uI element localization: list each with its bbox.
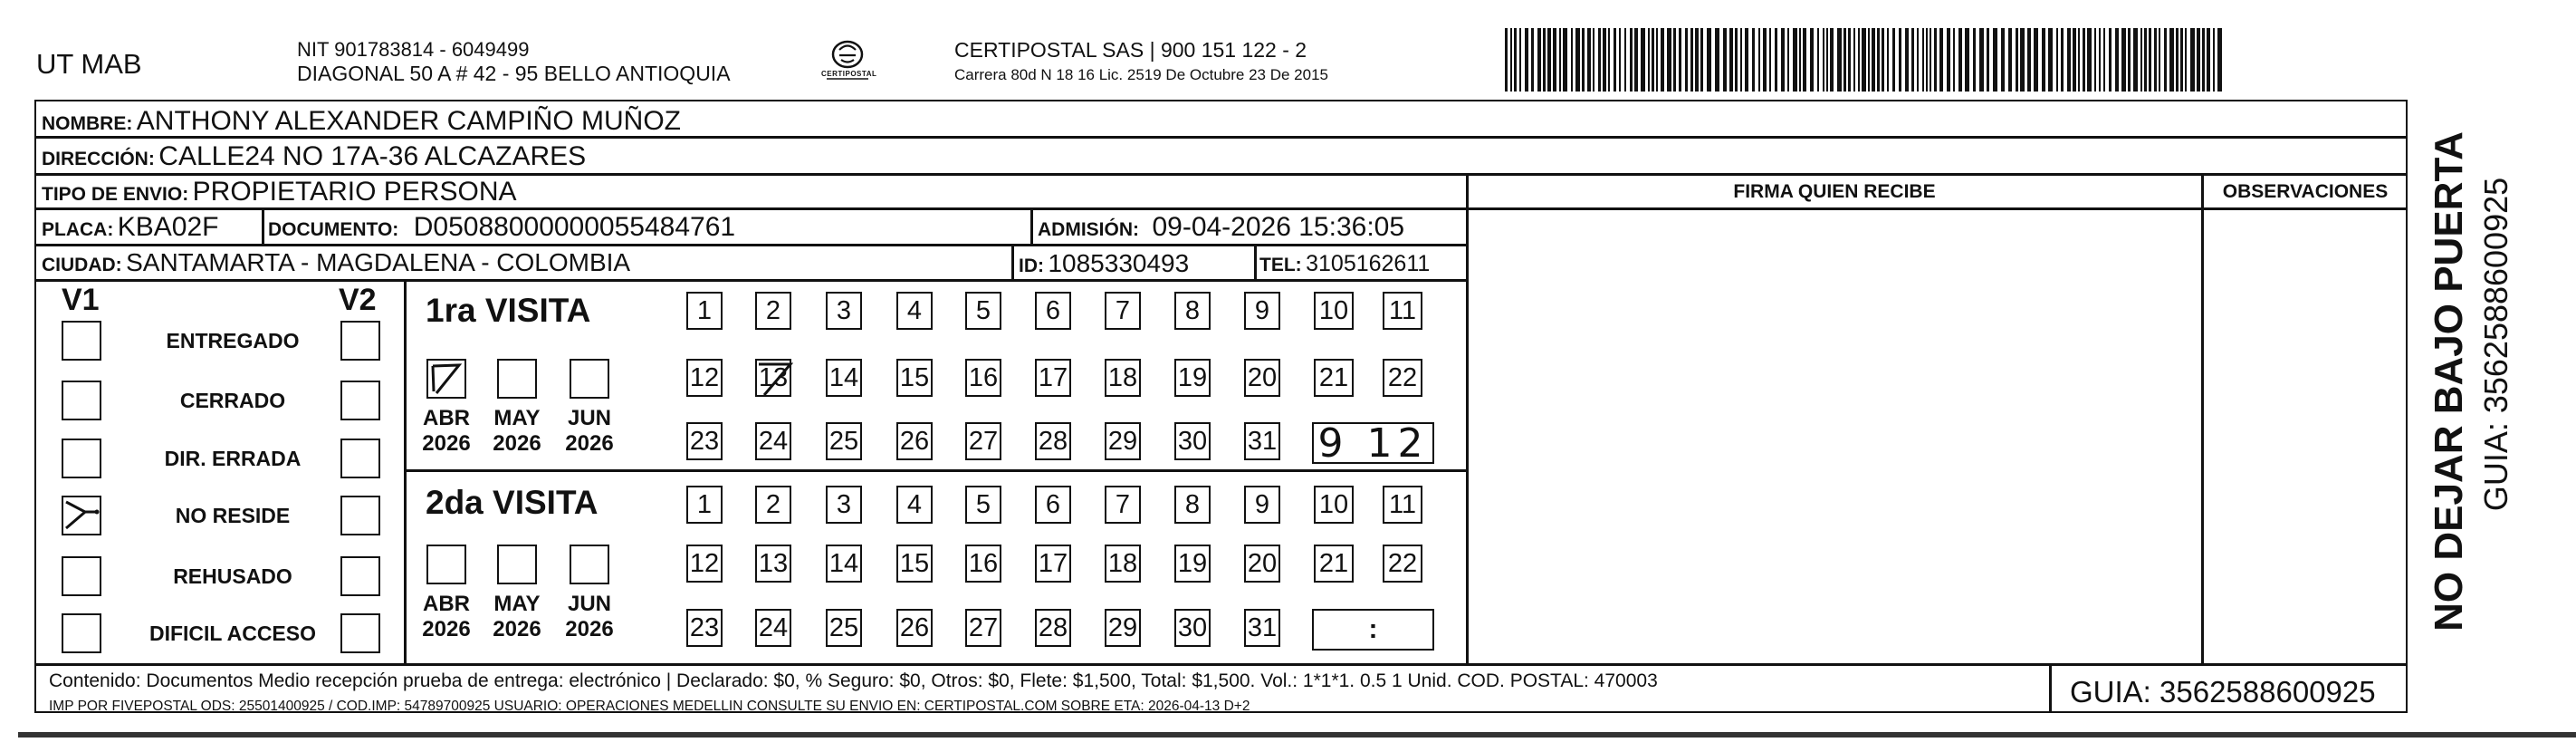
day-box[interactable]: 11 [1383,292,1422,330]
day-box[interactable]: 29 [1105,609,1141,647]
day-box[interactable]: 25 [826,422,862,460]
day-box[interactable]: 30 [1174,422,1211,460]
day-box[interactable]: 21 [1314,545,1354,583]
ut-label: UT MAB [36,48,142,80]
tel-label: TEL: [1259,255,1302,275]
v2-header: V2 [339,283,377,317]
name-value: ANTHONY ALEXANDER CAMPIÑO MUÑOZ [136,106,681,136]
day-box[interactable]: 15 [896,545,933,583]
day-box[interactable]: 20 [1244,359,1280,397]
status-label: NO RESIDE [175,504,291,527]
v2-checkbox[interactable] [340,381,380,420]
month-year: 2026 [422,616,471,641]
footer-frame [34,663,2408,713]
day-box[interactable]: 16 [965,545,1001,583]
month-checkbox[interactable] [570,359,609,399]
month-year: 2026 [565,616,614,641]
document-value: D05088000000055484761 [413,212,736,242]
day-box[interactable]: 2 [755,486,791,524]
status-label: DIR. ERRADA [164,447,302,470]
observations-header: OBSERVACIONES [2222,181,2389,202]
month-year: 2026 [565,430,614,456]
month-year: 2026 [493,616,541,641]
month-checkbox[interactable] [497,545,537,584]
day-box[interactable]: 5 [965,486,1001,524]
footer-details: IMP POR FIVEPOSTAL ODS: 25501400925 / COD.IMP: 54789700925 USUARIO: OPERACIONES MEDELLIN CONSULTE SU ENVIO EN: CERTIPOSTAL.COM SOBRE ETA: 2026-04-13 D+2 [49,699,1250,714]
day-box[interactable]: 6 [1035,292,1071,330]
status-label: CERRADO [179,389,286,412]
nit-text: NIT 901783814 - 6049499 [297,38,530,61]
plate-cell [42,212,219,243]
v2-checkbox[interactable] [340,321,380,361]
v2-checkbox[interactable] [340,439,380,478]
day-box[interactable]: 18 [1105,359,1141,397]
day-box[interactable]: 12 [686,545,723,583]
v1-checkbox[interactable] [62,381,101,420]
day-box[interactable]: 6 [1035,486,1071,524]
address-row [42,141,586,172]
v1-checkbox[interactable] [62,613,101,653]
v1-checkbox[interactable] [62,321,101,361]
month-label [557,406,622,456]
city-label: CIUDAD: [42,255,122,275]
day-box[interactable]: 29 [1105,422,1141,460]
day-box[interactable]: 22 [1383,545,1422,583]
day-box[interactable]: 31 [1244,609,1280,647]
tel-cell [1259,251,1430,277]
company-name: CERTIPOSTAL SAS | 900 151 122 - 2 [954,38,1307,62]
v2-checkbox[interactable] [340,496,380,535]
month-checkbox[interactable] [497,359,537,399]
status-label: REHUSADO [173,564,292,588]
day-box[interactable]: 1 [686,486,723,524]
id-label: ID: [1019,255,1044,276]
month-name: JUN [567,406,611,430]
name-label: NOMBRE: [42,113,133,134]
type-label: TIPO DE ENVIO: [42,184,189,205]
document-label: DOCUMENTO: [268,219,399,240]
day-box[interactable]: 30 [1174,609,1211,647]
tel-value: 3105162611 [1306,251,1431,276]
day-box[interactable]: 14 [826,545,862,583]
day-box[interactable]: 1 [686,292,723,330]
admission-label: ADMISIÓN: [1038,219,1139,240]
document-cell [268,212,735,243]
time-value: : [1368,614,1378,644]
day-box[interactable]: 3 [826,486,862,524]
id-cell [1019,249,1189,278]
day-box[interactable]: 16 [965,359,1001,397]
footer-content: Contenido: Documentos Medio recepción prueba de entrega: electrónico | Declarado: $0, % Seguro: $0, Otros: $0, Flete: $1,500, Total: $1,500. Vol.: 1*1*1. 0.5 1 Unid. COD. POSTAL: 470003 [49,670,1658,691]
certipostal-logo [819,36,876,87]
v1-checkbox[interactable] [62,556,101,596]
day-box[interactable]: 9 [1244,292,1280,330]
day-box[interactable]: 8 [1174,486,1211,524]
v2-checkbox[interactable] [340,556,380,596]
month-year: 2026 [493,430,541,456]
day-box[interactable]: 17 [1035,359,1071,397]
day-box[interactable]: 27 [965,422,1001,460]
day-box[interactable]: 8 [1174,292,1211,330]
city-cell [42,248,630,277]
day-box[interactable]: 10 [1314,486,1354,524]
company-license: Carrera 80d N 18 16 Lic. 2519 De Octubre 23 De 2015 [954,66,1328,83]
logo-text: CERTIPOSTAL [821,70,877,78]
side-warning: NO DEJAR BAJO PUERTA [2427,131,2471,631]
v1-checkbox[interactable] [62,439,101,478]
month-label [414,592,479,641]
day-box[interactable]: 5 [965,292,1001,330]
day-box[interactable]: 24 [755,609,791,647]
day-box[interactable]: 15 [896,359,933,397]
visit-title: 1ra VISITA [426,292,591,329]
day-box[interactable]: 19 [1174,359,1211,397]
day-box[interactable]: 28 [1035,609,1071,647]
month-name: ABR [423,406,470,430]
observations-area[interactable] [2204,210,2407,663]
day-box[interactable]: 7 [1105,486,1141,524]
time-box[interactable] [1312,609,1434,651]
month-name: MAY [493,406,541,430]
v2-checkbox[interactable] [340,613,380,653]
status-label: DIFICIL ACCESO [148,622,316,645]
time-value: 9 12 [1317,419,1429,467]
day-box[interactable]: 21 [1314,359,1354,397]
type-row [42,177,517,207]
day-box[interactable]: 26 [896,422,933,460]
admission-cell [1038,212,1404,243]
day-box[interactable]: 17 [1035,545,1071,583]
v1-checkbox[interactable] [62,496,101,535]
month-checkbox[interactable] [570,545,609,584]
month-name: ABR [423,592,470,616]
city-value: SANTAMARTA - MAGDALENA - COLOMBIA [126,248,631,276]
name-row [42,106,681,137]
day-box[interactable]: 23 [686,609,723,647]
day-box[interactable]: 24 [755,422,791,460]
plate-label: PLACA: [42,219,114,240]
id-value: 1085330493 [1048,249,1190,277]
day-box[interactable]: 4 [896,292,933,330]
day-box[interactable]: 23 [686,422,723,460]
day-box[interactable]: 9 [1244,486,1280,524]
day-box[interactable]: 20 [1244,545,1280,583]
month-year: 2026 [422,430,471,456]
plate-value: KBA02F [117,212,219,242]
address-label: DIRECCIÓN: [42,149,155,169]
sender-address: DIAGONAL 50 A # 42 - 95 BELLO ANTIOQUIA [297,62,731,85]
month-label [484,406,550,456]
barcode [1505,28,2227,92]
day-box[interactable]: 13 [755,359,791,397]
day-box[interactable]: 4 [896,486,933,524]
day-box[interactable]: 27 [965,609,1001,647]
day-box[interactable]: 31 [1244,422,1280,460]
day-box[interactable]: 10 [1314,292,1354,330]
day-box[interactable]: 26 [896,609,933,647]
address-value: CALLE24 NO 17A-36 ALCAZARES [158,141,587,171]
day-box[interactable]: 11 [1383,486,1422,524]
day-box[interactable]: 18 [1105,545,1141,583]
signature-header: FIRMA QUIEN RECIBE [1733,181,1936,202]
signature-area[interactable] [1469,210,2200,663]
visit-title: 2da VISITA [426,484,599,521]
time-box[interactable] [1312,419,1434,467]
month-label [414,406,479,456]
day-box[interactable]: 28 [1035,422,1071,460]
month-label [557,592,622,641]
day-box[interactable]: 22 [1383,359,1422,397]
month-name: JUN [567,592,611,616]
day-box[interactable]: 7 [1105,292,1141,330]
day-box[interactable]: 12 [686,359,723,397]
day-box[interactable]: 13 [755,545,791,583]
day-box[interactable]: 25 [826,609,862,647]
status-label: ENTREGADO [166,329,300,352]
day-box[interactable]: 14 [826,359,862,397]
side-guia: GUIA: 3562588600925 [2477,177,2514,512]
month-label [484,592,550,641]
month-name: MAY [493,592,541,616]
admission-value: 09-04-2026 15:36:05 [1152,212,1405,242]
day-box[interactable]: 3 [826,292,862,330]
day-box[interactable]: 2 [755,292,791,330]
day-box[interactable]: 19 [1174,545,1211,583]
type-value: PROPIETARIO PERSONA [192,177,517,207]
footer-guia: GUIA: 3562588600925 [2070,675,2376,709]
month-checkbox[interactable] [426,359,466,399]
month-checkbox[interactable] [426,545,466,584]
v1-header: V1 [62,283,100,317]
